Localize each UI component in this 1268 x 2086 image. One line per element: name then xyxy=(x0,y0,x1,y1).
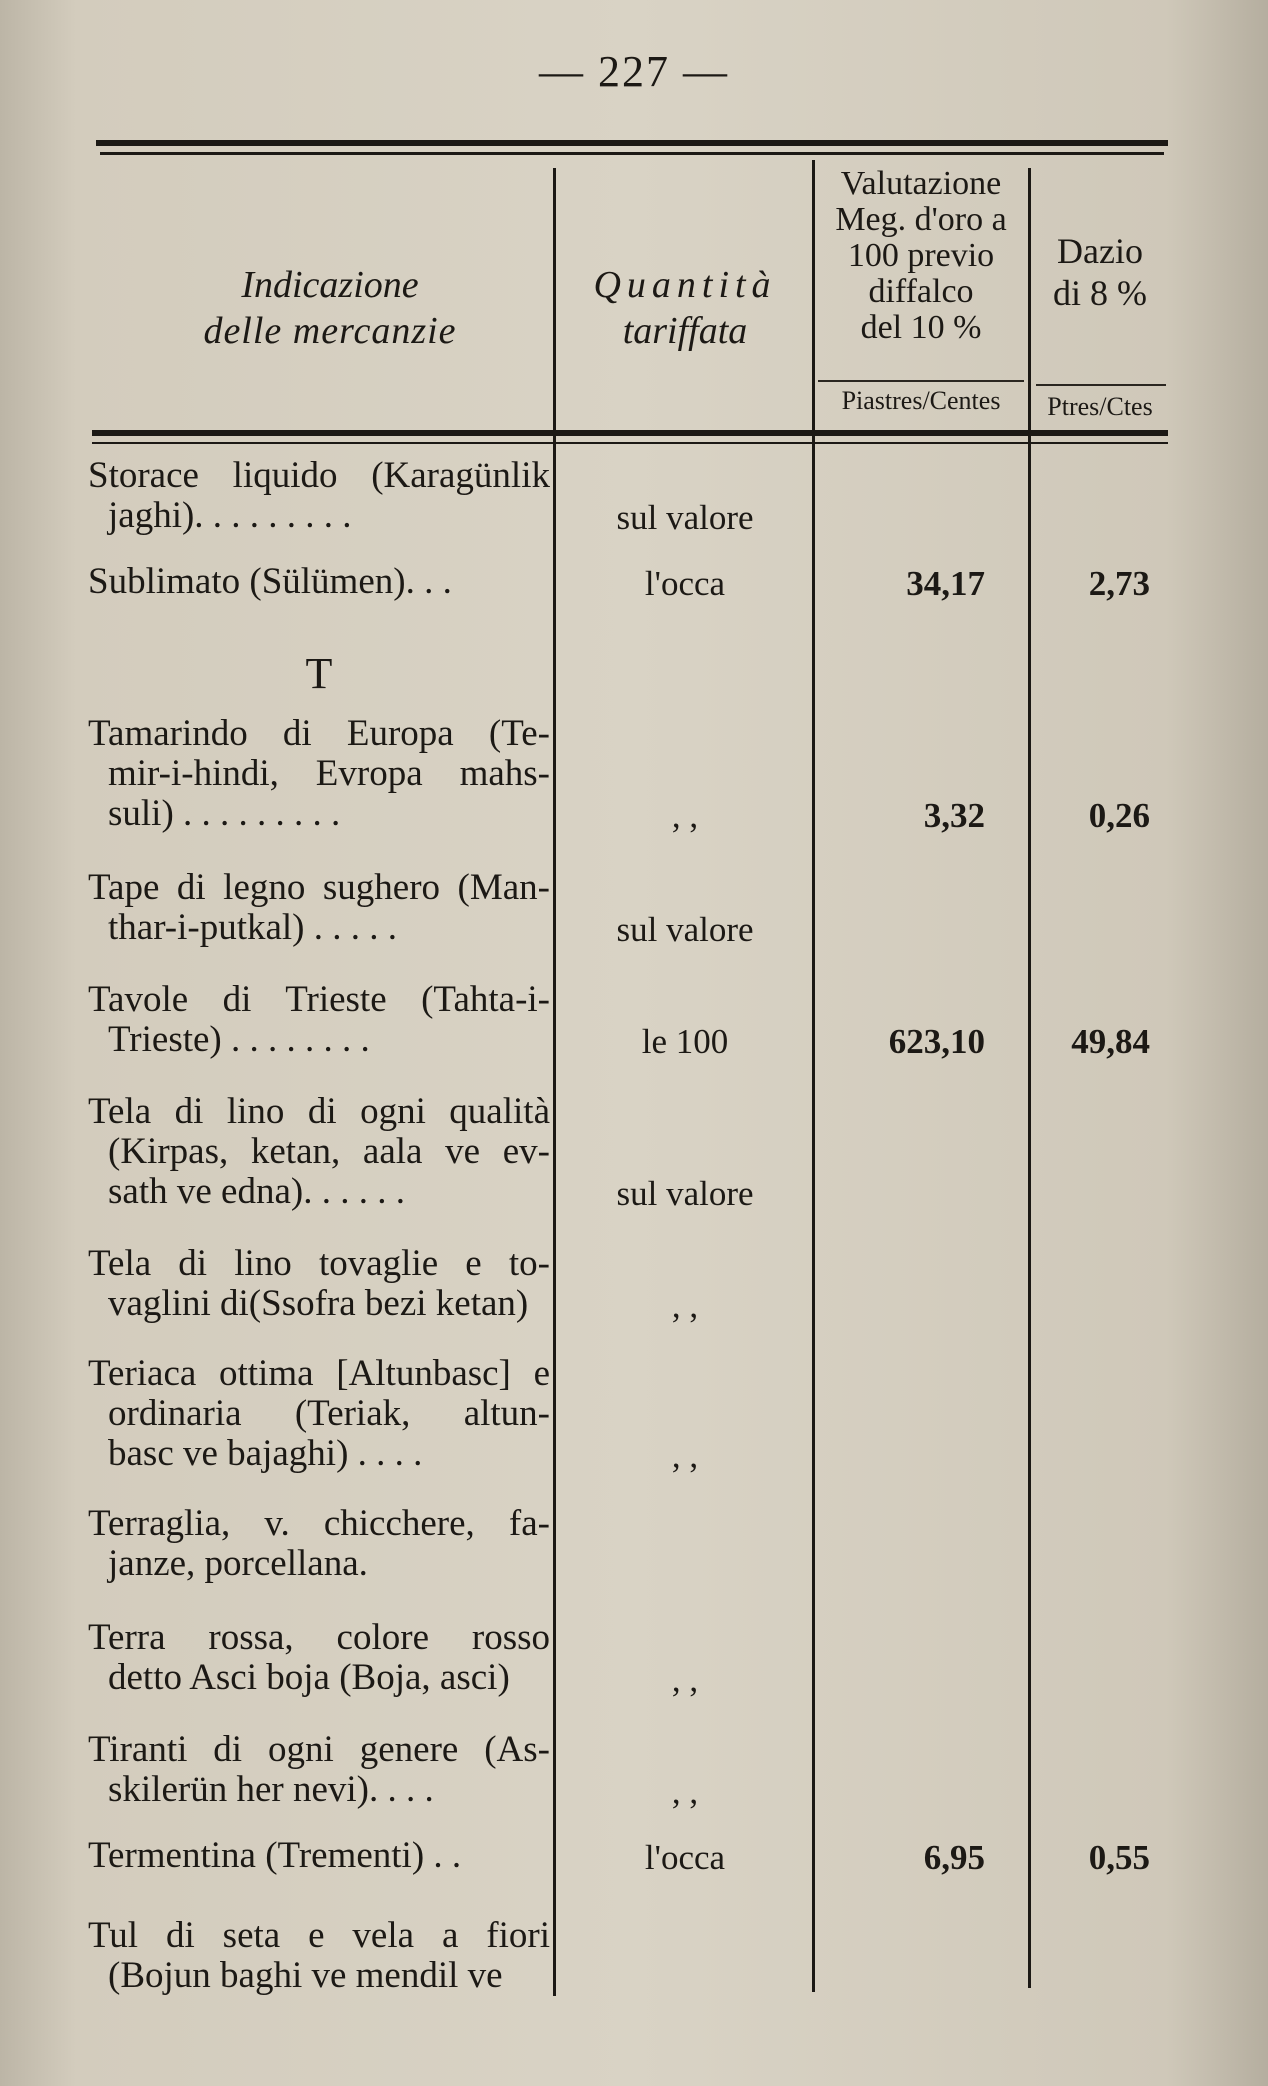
row-valuation: 3,32 xyxy=(923,796,985,835)
row-duty: 0,55 xyxy=(1088,1838,1150,1877)
header-quantity-line-1: Quantità xyxy=(593,264,777,306)
row-quantity: , , xyxy=(671,1436,699,1475)
header-description-line-1: Indicazione xyxy=(241,264,419,306)
row-quantity: sul valore xyxy=(616,910,754,949)
top-rule-thin xyxy=(100,152,1164,155)
row-quantity: l'occa xyxy=(644,564,726,603)
row-description xyxy=(88,1618,550,1698)
row-quantity: le 100 xyxy=(641,1022,729,1061)
unit-valuation: Piastres/Centes xyxy=(841,386,1001,415)
unit-duty: Ptres/Ctes xyxy=(1047,392,1153,421)
row-description-line: ordinaria (Teriak, altun- xyxy=(108,1393,550,1434)
row-description-line: janze, porcellana. xyxy=(108,1543,368,1584)
header-duty-line-1: Dazio xyxy=(1057,231,1143,271)
row-description-line: detto Asci boja (Boja, asci) xyxy=(108,1657,510,1698)
row-description-line: Tela di lino di ogni qualità xyxy=(88,1091,550,1132)
row-description-line: Terra rossa, colore rosso xyxy=(88,1617,550,1658)
header-valuation-line-4: diffalco xyxy=(868,273,974,310)
row-quantity: sul valore xyxy=(616,498,754,537)
row-quantity: , , xyxy=(671,1772,699,1811)
row-quantity: l'occa xyxy=(644,1838,726,1877)
row-description-line: mir-i-hindi, Evropa mahs- xyxy=(108,753,550,794)
header-quantity xyxy=(560,262,810,354)
header-bottom-rule xyxy=(92,430,1168,436)
row-description xyxy=(88,456,550,536)
row-description xyxy=(88,980,550,1060)
row-description-line: Terraglia, v. chicchere, fa- xyxy=(88,1503,550,1544)
header-quantity-line-2: tariffata xyxy=(622,310,748,352)
row-duty: 2,73 xyxy=(1088,564,1150,603)
header-duty xyxy=(1032,230,1168,314)
row-description-line: Termentina (Trementi) . . xyxy=(88,1835,462,1876)
row-description-line: Trieste) . . . . . . . . xyxy=(108,1019,370,1060)
header-description xyxy=(120,262,540,354)
page-number: — 227 — xyxy=(539,47,729,96)
divider-val-duty xyxy=(1028,168,1031,1988)
top-rule-thick xyxy=(96,140,1168,146)
row-description-line: suli) . . . . . . . . . xyxy=(108,793,341,834)
row-duty: 49,84 xyxy=(1071,1022,1150,1061)
row-valuation: 34,17 xyxy=(906,564,985,603)
row-description-line: Teriaca ottima [Altunbasc] e xyxy=(88,1353,550,1394)
header-duty-line-2: di 8 % xyxy=(1053,273,1147,313)
header-valuation xyxy=(818,166,1024,346)
row-description xyxy=(88,714,550,834)
row-quantity: , , xyxy=(671,796,699,835)
row-description xyxy=(88,1244,550,1324)
header-valuation-line-1: Valutazione xyxy=(840,165,1002,202)
row-description-line: basc ve bajaghi) . . . . xyxy=(108,1433,423,1474)
row-description xyxy=(88,562,550,602)
row-description xyxy=(88,1916,550,1996)
unit-rule-duty xyxy=(1036,384,1166,386)
row-quantity: , , xyxy=(671,1660,699,1699)
row-quantity: sul valore xyxy=(616,1174,754,1213)
row-description xyxy=(88,1730,550,1810)
unit-rule-valuation xyxy=(818,380,1024,382)
section-letter: T xyxy=(305,649,333,698)
row-valuation: 623,10 xyxy=(888,1022,985,1061)
row-valuation: 6,95 xyxy=(923,1838,985,1877)
row-description-line: (Kirpas, ketan, aala ve ev- xyxy=(108,1131,550,1172)
row-quantity: , , xyxy=(671,1286,699,1325)
row-description-line: Tela di lino tovaglie e to- xyxy=(88,1243,550,1284)
row-duty: 0,26 xyxy=(1088,796,1150,835)
header-valuation-line-5: del 10 % xyxy=(860,309,982,346)
row-description-line: Tul di seta e vela a fiori xyxy=(88,1915,550,1956)
row-description-line: (Bojun baghi ve mendil ve xyxy=(108,1955,503,1996)
row-description xyxy=(88,868,550,948)
row-description-line: Tiranti di ogni genere (As- xyxy=(88,1729,550,1770)
row-description-line: Tape di legno sughero (Man- xyxy=(88,867,550,908)
row-description xyxy=(88,1354,550,1474)
header-description-line-2: delle mercanzie xyxy=(203,310,457,352)
row-description-line: Storace liquido (Karagünlik xyxy=(88,455,550,496)
row-description-line: Tavole di Trieste (Tahta-i- xyxy=(88,979,550,1020)
row-description-line: jaghi). . . . . . . . . xyxy=(108,495,352,536)
row-description-line: sath ve edna). . . . . . xyxy=(108,1171,405,1212)
row-description-line: thar-i-putkal) . . . . . xyxy=(108,907,398,948)
header-bottom-rule-thin xyxy=(92,442,1168,444)
row-description xyxy=(88,1504,550,1584)
header-valuation-line-3: 100 previo xyxy=(847,237,995,274)
row-description-line: skilerün her nevi). . . . xyxy=(108,1769,434,1810)
row-description-line: Tamarindo di Europa (Te- xyxy=(88,713,550,754)
header-valuation-line-2: Meg. d'oro a xyxy=(835,201,1007,238)
row-description xyxy=(88,1836,550,1876)
row-description-line: Sublimato (Sülümen). . . xyxy=(88,561,452,602)
row-description xyxy=(88,1092,550,1212)
row-description-line: vaglini di(Ssofra bezi ketan) xyxy=(108,1283,529,1324)
